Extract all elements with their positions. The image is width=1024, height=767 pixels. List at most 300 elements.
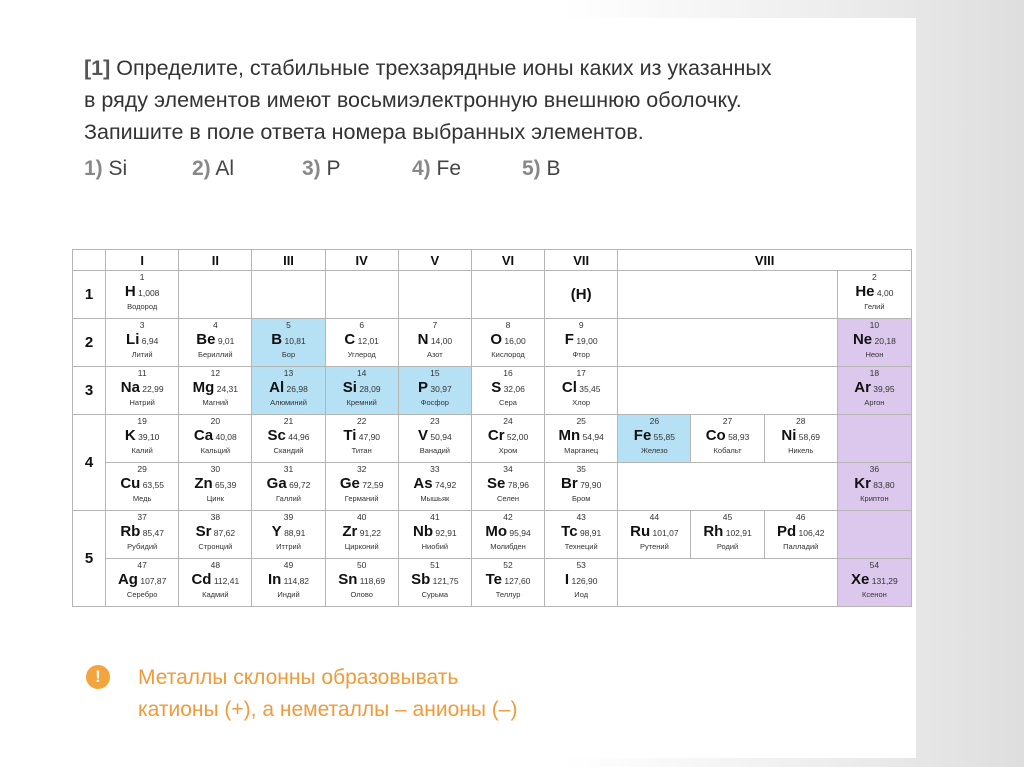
atomic-mass: 107,87 bbox=[140, 576, 167, 586]
element-symbol-mass bbox=[179, 379, 251, 396]
element-content bbox=[399, 319, 471, 366]
atomic-number: 43 bbox=[576, 512, 586, 522]
element-cell bbox=[471, 367, 544, 415]
element-content bbox=[545, 415, 617, 462]
element-symbol-mass bbox=[838, 283, 911, 300]
atomic-number: 45 bbox=[722, 512, 733, 522]
element-cell bbox=[398, 367, 471, 415]
atomic-number: 4 bbox=[212, 320, 218, 330]
atomic-mass: 58,93 bbox=[728, 432, 750, 442]
element-symbol: Ru bbox=[630, 523, 651, 540]
table-row bbox=[73, 463, 912, 511]
element-symbol-mass bbox=[179, 571, 251, 588]
element-symbol-mass bbox=[838, 379, 911, 396]
atomic-mass: 54,94 bbox=[582, 432, 604, 442]
element-cell bbox=[545, 367, 618, 415]
element-symbol: Zn bbox=[194, 475, 213, 492]
element-symbol: Mo bbox=[485, 523, 508, 540]
element-symbol-mass bbox=[545, 427, 617, 444]
period-label: 4 bbox=[73, 415, 106, 511]
atomic-number: 35 bbox=[576, 464, 586, 474]
atomic-mass: 92,91 bbox=[435, 528, 457, 538]
element-symbol: V bbox=[418, 427, 429, 444]
element-symbol-mass bbox=[252, 331, 324, 348]
group-header: IV bbox=[325, 250, 398, 271]
atomic-number: 7 bbox=[432, 320, 438, 330]
element-symbol-mass bbox=[326, 523, 398, 540]
element-name: Медь bbox=[132, 494, 152, 503]
element-symbol-mass bbox=[326, 571, 398, 588]
element-content bbox=[472, 511, 544, 558]
element-cell bbox=[179, 319, 252, 367]
atomic-number: 54 bbox=[869, 560, 880, 570]
element-cell bbox=[545, 463, 618, 511]
element-content bbox=[326, 559, 398, 606]
element-cell bbox=[325, 559, 398, 607]
element-symbol-mass bbox=[106, 379, 178, 396]
atomic-number: 13 bbox=[283, 368, 294, 378]
atomic-number: 26 bbox=[649, 416, 660, 426]
element-name: Мышьяк bbox=[420, 494, 450, 503]
element-cell bbox=[398, 559, 471, 607]
element-cell bbox=[325, 463, 398, 511]
element-symbol-mass bbox=[765, 427, 837, 444]
element-cell bbox=[398, 463, 471, 511]
element-symbol-mass bbox=[545, 571, 617, 588]
element-symbol: B bbox=[271, 331, 283, 348]
element-symbol-mass bbox=[106, 283, 178, 300]
element-symbol-mass bbox=[106, 571, 178, 588]
element-symbol: Fe bbox=[633, 427, 652, 444]
question-line-3: Запишите в поле ответа номера выбранных элементов. bbox=[84, 120, 644, 144]
element-content bbox=[472, 367, 544, 414]
element-content bbox=[472, 463, 544, 510]
element-cell bbox=[764, 415, 837, 463]
element-cell bbox=[837, 463, 911, 511]
element-content bbox=[252, 319, 324, 366]
element-name: Фосфор bbox=[420, 398, 449, 407]
atomic-number: 16 bbox=[503, 368, 513, 378]
element-symbol: Ar bbox=[854, 379, 871, 396]
element-cell bbox=[325, 319, 398, 367]
atomic-mass: 28,09 bbox=[359, 384, 381, 394]
group-header: II bbox=[179, 250, 252, 271]
empty-cell bbox=[618, 319, 838, 367]
atomic-number: 46 bbox=[795, 512, 806, 522]
element-symbol-mass bbox=[326, 379, 398, 396]
element-content bbox=[326, 511, 398, 558]
element-cell bbox=[179, 415, 252, 463]
atomic-mass: 10,81 bbox=[284, 336, 306, 346]
element-content bbox=[765, 415, 837, 462]
atomic-number: 50 bbox=[356, 560, 367, 570]
element-content bbox=[765, 511, 837, 558]
element-symbol: Cd bbox=[191, 571, 212, 588]
element-name: Бериллий bbox=[198, 350, 233, 359]
hydrogen-vii-label: (H) bbox=[570, 286, 592, 303]
element-cell bbox=[179, 367, 252, 415]
element-symbol-mass bbox=[106, 523, 178, 540]
element-symbol-mass bbox=[399, 523, 471, 540]
atomic-number: 47 bbox=[137, 560, 147, 570]
element-symbol-mass bbox=[691, 427, 763, 444]
element-symbol-mass bbox=[399, 427, 471, 444]
element-name: Рубидий bbox=[127, 542, 158, 551]
atomic-number: 10 bbox=[869, 320, 880, 330]
element-content bbox=[252, 367, 324, 414]
element-name: Галлий bbox=[276, 494, 301, 503]
atomic-mass: 52,00 bbox=[506, 432, 529, 442]
element-name: Кислород bbox=[491, 350, 525, 359]
atomic-number: 20 bbox=[210, 416, 221, 426]
atomic-mass: 9,01 bbox=[217, 336, 235, 346]
element-cell bbox=[106, 511, 179, 559]
element-content bbox=[545, 559, 617, 606]
element-name: Фтор bbox=[572, 350, 590, 359]
hint-line-2: катионы (+), а неметаллы – анионы (–) bbox=[138, 698, 518, 721]
element-content bbox=[472, 415, 544, 462]
atomic-number: 22 bbox=[356, 416, 367, 426]
element-content bbox=[106, 559, 178, 606]
element-name: Сера bbox=[499, 398, 517, 407]
group-header: VIII bbox=[618, 250, 912, 271]
element-symbol: Te bbox=[485, 571, 503, 588]
element-cell bbox=[252, 415, 325, 463]
element-cell bbox=[545, 511, 618, 559]
atomic-mass: 95,94 bbox=[509, 528, 531, 538]
table-row bbox=[73, 367, 912, 415]
element-symbol-mass bbox=[472, 379, 544, 396]
element-symbol: Nb bbox=[413, 523, 434, 540]
element-cell bbox=[252, 319, 325, 367]
atomic-number: 15 bbox=[430, 368, 440, 378]
atomic-number: 31 bbox=[283, 464, 294, 474]
atomic-mass: 106,42 bbox=[798, 528, 825, 538]
element-content bbox=[179, 463, 251, 510]
element-name: Серебро bbox=[126, 590, 158, 599]
atomic-mass: 6,94 bbox=[141, 336, 159, 346]
element-cell bbox=[691, 511, 764, 559]
element-name: Индий bbox=[277, 590, 300, 599]
element-content bbox=[179, 511, 251, 558]
atomic-mass: 40,08 bbox=[215, 432, 237, 442]
element-cell bbox=[837, 319, 911, 367]
element-symbol: C bbox=[344, 331, 356, 348]
atomic-number: 52 bbox=[503, 560, 513, 570]
element-symbol-mass bbox=[179, 475, 251, 492]
empty-cell bbox=[398, 271, 471, 319]
atomic-number: 30 bbox=[210, 464, 221, 474]
element-name: Родий bbox=[716, 542, 739, 551]
period-label: 5 bbox=[73, 511, 106, 607]
element-name: Теллур bbox=[495, 590, 521, 599]
element-cell bbox=[471, 319, 544, 367]
atomic-number: 27 bbox=[722, 416, 733, 426]
atomic-number: 41 bbox=[430, 512, 440, 522]
element-name: Никель bbox=[788, 446, 814, 455]
atomic-number: 19 bbox=[137, 416, 147, 426]
element-cell bbox=[398, 319, 471, 367]
atomic-mass: 4,00 bbox=[876, 288, 894, 298]
element-symbol: F bbox=[564, 331, 574, 348]
question-number: [1] bbox=[84, 56, 111, 80]
atomic-number: 2 bbox=[872, 272, 877, 282]
element-name: Иттрий bbox=[276, 542, 301, 551]
atomic-mass: 63,55 bbox=[142, 480, 164, 490]
atomic-mass: 32,06 bbox=[503, 384, 525, 394]
element-content bbox=[545, 511, 617, 558]
atomic-mass: 47,90 bbox=[358, 432, 381, 442]
element-cell bbox=[106, 271, 179, 319]
atomic-number: 28 bbox=[795, 416, 806, 426]
element-name: Технеций bbox=[564, 542, 598, 551]
group-header: V bbox=[398, 250, 471, 271]
element-symbol: Na bbox=[120, 379, 140, 396]
element-name: Неон bbox=[865, 350, 884, 359]
element-name: Калий bbox=[131, 446, 153, 455]
element-content bbox=[399, 415, 471, 462]
element-cell bbox=[106, 319, 179, 367]
element-symbol: Si bbox=[342, 379, 357, 396]
empty-cell bbox=[252, 271, 325, 319]
element-cell bbox=[618, 415, 691, 463]
element-content bbox=[691, 415, 763, 462]
atomic-number: 42 bbox=[503, 512, 513, 522]
atomic-mass: 20,18 bbox=[874, 336, 896, 346]
element-symbol-mass bbox=[838, 571, 911, 588]
element-cell bbox=[837, 559, 911, 607]
element-content bbox=[838, 463, 911, 510]
element-content bbox=[106, 463, 178, 510]
element-content bbox=[838, 319, 911, 366]
empty-cell bbox=[618, 367, 838, 415]
element-symbol-mass bbox=[618, 427, 690, 444]
element-content bbox=[399, 511, 471, 558]
element-symbol: Zr bbox=[342, 523, 358, 540]
element-name: Скандий bbox=[273, 446, 304, 455]
element-name: Сурьма bbox=[421, 590, 449, 599]
empty-cell bbox=[325, 271, 398, 319]
atomic-mass: 50,94 bbox=[430, 432, 452, 442]
element-symbol-mass bbox=[326, 475, 398, 492]
element-symbol: Ne bbox=[852, 331, 873, 348]
atomic-mass: 16,00 bbox=[504, 336, 526, 346]
element-name: Иод bbox=[574, 590, 589, 599]
element-symbol-mass bbox=[472, 523, 544, 540]
element-name: Селен bbox=[497, 494, 520, 503]
element-content bbox=[106, 415, 178, 462]
element-content bbox=[838, 367, 911, 414]
atomic-mass: 112,41 bbox=[213, 576, 240, 586]
table-row bbox=[73, 415, 912, 463]
element-content bbox=[179, 559, 251, 606]
empty-cell bbox=[837, 415, 911, 463]
element-symbol: Sr bbox=[195, 523, 212, 540]
atomic-number: 14 bbox=[356, 368, 367, 378]
element-symbol: Cu bbox=[120, 475, 141, 492]
element-name: Палладий bbox=[783, 542, 819, 551]
element-content bbox=[472, 319, 544, 366]
element-symbol: Co bbox=[705, 427, 726, 444]
element-name: Хлор bbox=[572, 398, 591, 407]
element-content bbox=[399, 463, 471, 510]
element-name: Кобальт bbox=[713, 446, 742, 455]
atomic-mass: 131,29 bbox=[871, 576, 898, 586]
element-symbol-mass bbox=[252, 523, 324, 540]
element-cell bbox=[471, 511, 544, 559]
atomic-number: 53 bbox=[576, 560, 586, 570]
element-symbol-mass bbox=[252, 475, 324, 492]
element-name: Алюминий bbox=[270, 398, 307, 407]
element-cell bbox=[252, 367, 325, 415]
element-cell bbox=[618, 511, 691, 559]
option-4: 4) Fe bbox=[412, 157, 462, 180]
atomic-number: 51 bbox=[430, 560, 440, 570]
period-label: 1 bbox=[73, 271, 106, 319]
atomic-number: 34 bbox=[503, 464, 513, 474]
element-symbol: Sc bbox=[267, 427, 286, 444]
element-symbol-mass bbox=[838, 475, 911, 492]
atomic-number: 1 bbox=[139, 272, 145, 282]
element-name: Натрий bbox=[129, 398, 155, 407]
atomic-number: 6 bbox=[359, 320, 365, 330]
atomic-mass: 126,90 bbox=[571, 576, 598, 586]
element-cell bbox=[471, 559, 544, 607]
atomic-mass: 69,72 bbox=[289, 480, 311, 490]
element-symbol: Se bbox=[487, 475, 506, 492]
atomic-number: 29 bbox=[137, 464, 147, 474]
atomic-number: 17 bbox=[576, 368, 586, 378]
element-content bbox=[618, 415, 690, 462]
element-cell bbox=[252, 559, 325, 607]
element-content bbox=[106, 511, 178, 558]
element-cell bbox=[471, 463, 544, 511]
element-content bbox=[106, 271, 178, 318]
element-symbol-mass bbox=[252, 427, 324, 444]
atomic-number: 36 bbox=[869, 464, 880, 474]
element-name: Ванадий bbox=[419, 446, 450, 455]
element-symbol-mass bbox=[179, 331, 251, 348]
empty-cell bbox=[618, 463, 838, 511]
empty-cell bbox=[179, 271, 252, 319]
element-symbol-mass bbox=[545, 331, 617, 348]
element-symbol: Al bbox=[269, 379, 285, 396]
atomic-number: 21 bbox=[283, 416, 294, 426]
atomic-number: 8 bbox=[505, 320, 511, 330]
atomic-mass: 74,92 bbox=[434, 480, 457, 490]
atomic-mass: 39,95 bbox=[873, 384, 895, 394]
element-content bbox=[179, 319, 251, 366]
period-label: 2 bbox=[73, 319, 106, 367]
element-name: Гелий bbox=[864, 302, 885, 311]
element-cell bbox=[106, 463, 179, 511]
element-name: Магний bbox=[202, 398, 229, 407]
element-content bbox=[326, 415, 398, 462]
element-symbol: S bbox=[491, 379, 502, 396]
group-header: VI bbox=[471, 250, 544, 271]
element-symbol: Mn bbox=[558, 427, 581, 444]
element-symbol: Ga bbox=[266, 475, 287, 492]
element-cell bbox=[545, 319, 618, 367]
atomic-mass: 85,47 bbox=[142, 528, 164, 538]
element-symbol: Rh bbox=[703, 523, 724, 540]
element-symbol: Ni bbox=[781, 427, 797, 444]
element-symbol: Ti bbox=[343, 427, 357, 444]
element-name: Литий bbox=[131, 350, 153, 359]
element-symbol-mass bbox=[545, 475, 617, 492]
option-5: 5) B bbox=[522, 157, 561, 180]
element-symbol-mass bbox=[472, 475, 544, 492]
element-content bbox=[326, 319, 398, 366]
element-name: Кремний bbox=[346, 398, 377, 407]
element-cell bbox=[106, 559, 179, 607]
element-content bbox=[472, 559, 544, 606]
element-name: Германий bbox=[344, 494, 379, 503]
element-cell bbox=[252, 463, 325, 511]
element-name: Бор bbox=[281, 350, 296, 359]
table-row bbox=[73, 319, 912, 367]
table-row bbox=[73, 559, 912, 607]
element-symbol: Kr bbox=[854, 475, 871, 492]
atomic-mass: 114,82 bbox=[283, 576, 310, 586]
empty-cell bbox=[618, 271, 838, 319]
element-cell bbox=[837, 367, 911, 415]
element-name: Олово bbox=[350, 590, 373, 599]
hint-line-1: Металлы склонны образовывать bbox=[138, 666, 459, 689]
element-symbol: Ag bbox=[117, 571, 138, 588]
element-cell bbox=[837, 271, 911, 319]
element-symbol-mass bbox=[179, 427, 251, 444]
table-row bbox=[73, 511, 912, 559]
atomic-number: 37 bbox=[137, 512, 147, 522]
element-symbol-mass bbox=[618, 523, 690, 540]
element-name: Кальций bbox=[200, 446, 231, 455]
element-symbol-mass bbox=[326, 331, 398, 348]
element-symbol: Mg bbox=[192, 379, 215, 396]
atomic-mass: 30,97 bbox=[430, 384, 452, 394]
element-name: Титан bbox=[351, 446, 372, 455]
element-symbol-mass bbox=[179, 523, 251, 540]
element-cell bbox=[325, 511, 398, 559]
group-header: VII bbox=[545, 250, 618, 271]
element-symbol-mass bbox=[106, 331, 178, 348]
atomic-mass: 87,62 bbox=[213, 528, 236, 538]
empty-cell bbox=[471, 271, 544, 319]
element-content bbox=[106, 319, 178, 366]
element-symbol-mass bbox=[399, 379, 471, 396]
element-symbol: Tc bbox=[561, 523, 578, 540]
element-symbol: Li bbox=[126, 331, 140, 348]
element-symbol: Xe bbox=[851, 571, 870, 588]
element-symbol-mass bbox=[838, 331, 911, 348]
atomic-mass: 72,59 bbox=[362, 480, 384, 490]
empty-cell bbox=[618, 559, 838, 607]
periodic-table bbox=[72, 249, 912, 607]
element-content bbox=[691, 511, 763, 558]
atomic-mass: 102,91 bbox=[725, 528, 752, 538]
element-cell bbox=[545, 559, 618, 607]
element-name: Стронций bbox=[198, 542, 233, 551]
element-name: Аргон bbox=[864, 398, 885, 407]
element-cell bbox=[106, 415, 179, 463]
atomic-number: 40 bbox=[356, 512, 367, 522]
element-content bbox=[252, 463, 324, 510]
element-name: Цинк bbox=[206, 494, 224, 503]
atomic-mass: 83,80 bbox=[873, 480, 895, 490]
element-symbol: Be bbox=[196, 331, 216, 348]
atomic-mass: 1,008 bbox=[138, 288, 160, 298]
element-symbol: Br bbox=[561, 475, 578, 492]
